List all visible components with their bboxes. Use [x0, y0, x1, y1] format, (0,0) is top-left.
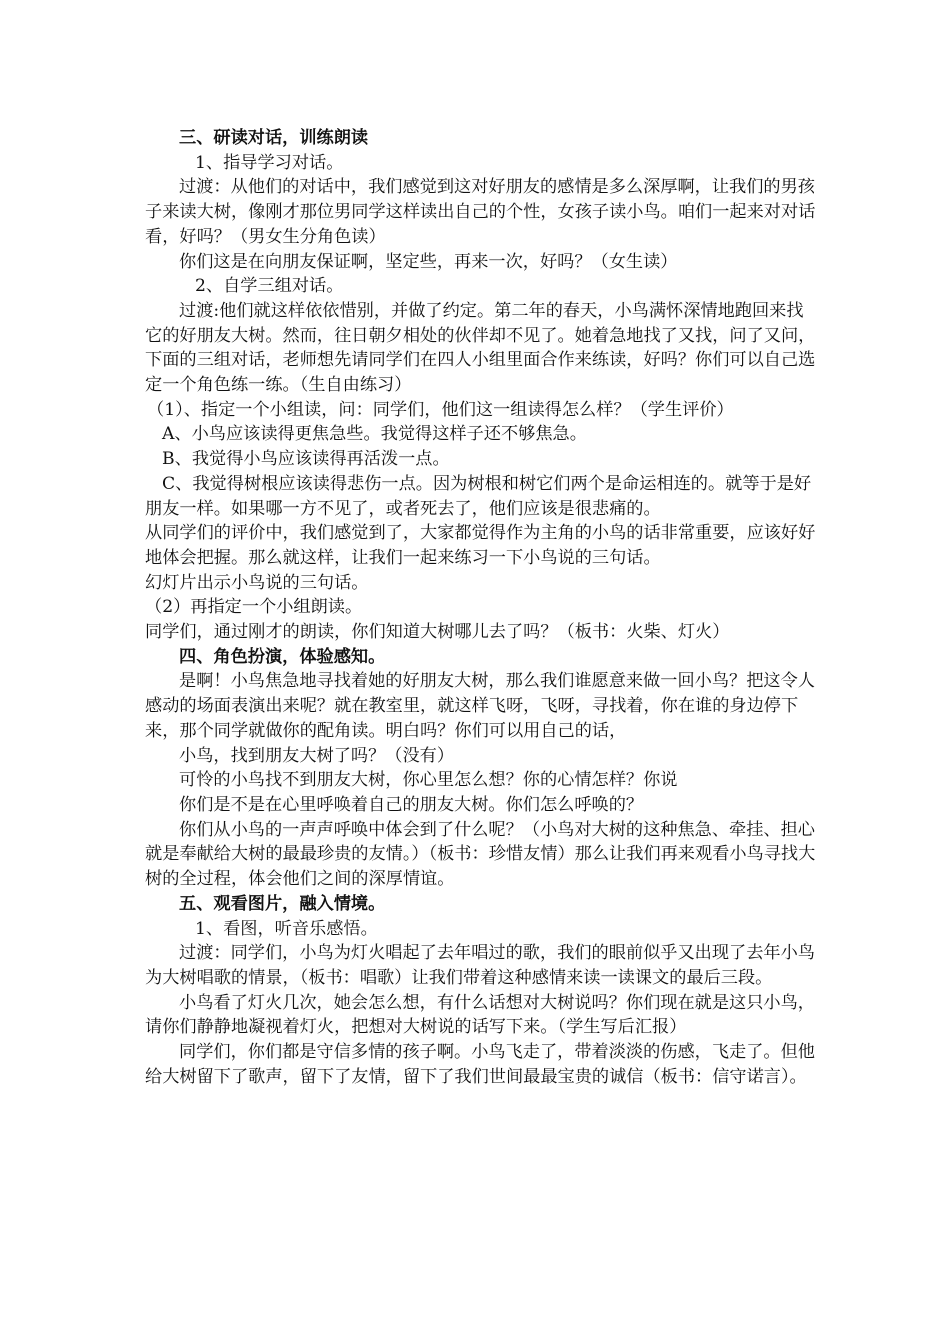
section-heading-3: 三、研读对话，训练朗读 [179, 128, 369, 148]
paragraph: 你们从小鸟的一声声呼唤中体会到了什么呢？（小鸟对大树的这种焦急、牵挂、担心就是奉献给大树的最最珍贵的友情。）（板书：珍惜友情）那么让我们再来观看小鸟寻找大树的全过程，体会他们之间的深厚情谊。 [145, 819, 816, 890]
evaluation-a: A、小鸟应该读得更焦急些。我觉得这样子还不够焦急。 [162, 424, 587, 445]
paragraph: 你们是不是在心里呼唤着自己的朋友大树。你们怎么呼唤的？ [179, 794, 644, 815]
evaluation-c: C、我觉得树根应该读得悲伤一点。因为树根和树它们两个是命运相连的。就等于是好朋友一样。如果哪一方不见了，或者死去了，他们应该是很悲痛的。 [145, 473, 812, 519]
subsection-1: 1、指导学习对话。 [195, 152, 344, 173]
paragraph: （1）、指定一个小组读，问：同学们，他们这一组读得怎么样？（学生评价） [147, 399, 734, 420]
paragraph: 同学们，你们都是守信多情的孩子啊。小鸟飞走了，带着淡淡的伤感，飞走了。但他给大树留下了歌声，留下了友情，留下了我们世间最最宝贵的诚信（板书：信守诺言）。 [145, 1042, 815, 1087]
paragraph: 过渡:他们就这样依依惜别，并做了约定。第二年的春天，小鸟满怀深情地跑回来找它的好朋友大树。然而，往日朝夕相处的伙伴却不见了。她着急地找了又找，问了又问，下面的三组对话，老师想先请同学们在四人小组里面合作来练读，好吗？你们可以自己选定一个角色练一练。（生自由练习） [145, 300, 816, 396]
subsection-2: 2、自学三组对话。 [195, 276, 344, 297]
paragraph: 从同学们的评价中，我们感觉到了，大家都觉得作为主角的小鸟的话非常重要，应该好好地体会把握。那么就这样，让我们一起来练习一下小鸟说的三句话。 [145, 523, 816, 568]
paragraph: 你们这是在向朋友保证啊，坚定些，再来一次，好吗？（女生读） [179, 251, 678, 272]
section-heading-4: 四、角色扮演，体验感知。 [179, 646, 386, 667]
paragraph: 是啊！小鸟焦急地寻找着她的好朋友大树，那么我们谁愿意来做一回小鸟？把这令人感动的场面表演出来呢？就在教室里，就这样飞呀，飞呀，寻找着，你在谁的身边停下来，那个同学就做你的配角读。明白吗？你们可以用自己的话， [145, 671, 815, 741]
evaluation-b: B、我觉得小鸟应该读得再活泼一点。 [162, 449, 450, 470]
paragraph: 可怜的小鸟找不到朋友大树，你心里怎么想？你的心情怎样？你说 [179, 770, 678, 791]
document-body [145, 126, 817, 1089]
section-heading-5: 五、观看图片，融入情境。 [179, 893, 386, 914]
paragraph: （2）再指定一个小组朗读。 [145, 597, 363, 618]
paragraph: 同学们，通过刚才的朗读，你们知道大树哪儿去了吗？（板书：火柴、灯火） [145, 622, 730, 643]
paragraph: 过渡：从他们的对话中，我们感觉到这对好朋友的感情是多么深厚啊，让我们的男孩子来读大树，像刚才那位男同学这样读出自己的个性，女孩子读小鸟。咱们一起来对对话看，好吗？（男女生分角色读） [145, 177, 816, 247]
subsection-3: 1、看图，听音乐感悟。 [195, 918, 378, 939]
paragraph: 小鸟，找到朋友大树了吗？（没有） [179, 745, 455, 766]
paragraph: 过渡：同学们，小鸟为灯火唱起了去年唱过的歌，我们的眼前似乎又出现了去年小鸟为大树唱歌的情景，（板书：唱歌）让我们带着这种感情来读一读课文的最后三段。 [145, 943, 815, 988]
paragraph: 幻灯片出示小鸟说的三句话。 [145, 572, 369, 593]
paragraph: 小鸟看了灯火几次，她会怎么想，有什么话想对大树说吗？你们现在就是这只小鸟，请你们静静地凝视着灯火，把想对大树说的话写下来。（学生写后汇报） [145, 992, 815, 1038]
